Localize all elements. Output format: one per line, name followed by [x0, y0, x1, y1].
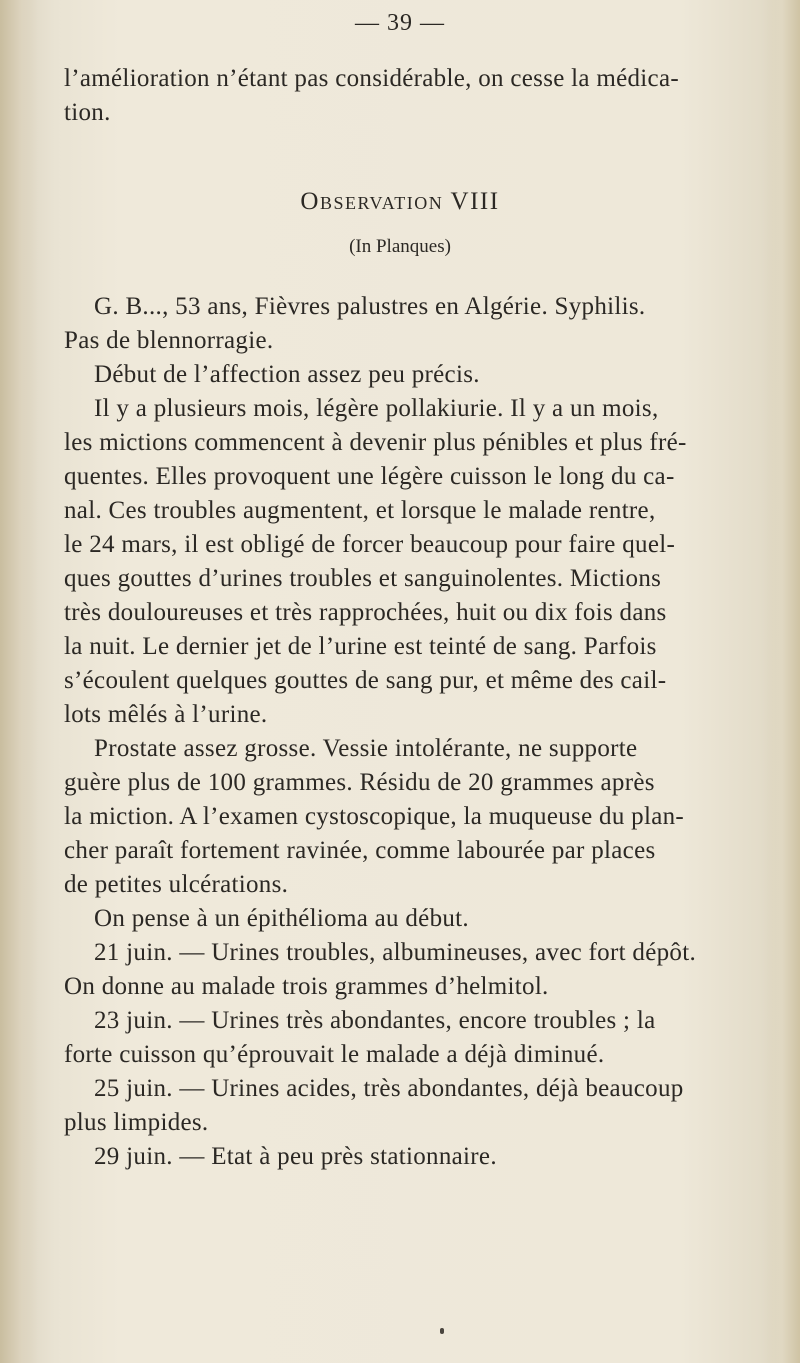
text-line: Il y a plusieurs mois, légère pollakiurie. Il y a un mois,	[94, 395, 659, 422]
text-line: le 24 mars, il est obligé de forcer beaucoup pour faire quel-	[64, 531, 676, 558]
text-line: cher paraît fortement ravinée, comme labourée par places	[64, 837, 656, 864]
text-line: nal. Ces troubles augmentent, et lorsque le malade rentre,	[64, 497, 656, 524]
text-line: 21 juin. — Urines troubles, albumineuses, avec fort dépôt.	[94, 939, 696, 966]
page-number: — 39 —	[355, 10, 445, 36]
text-line: s’écoulent quelques gouttes de sang pur, et même des cail-	[64, 667, 667, 694]
text-line: Prostate assez grosse. Vessie intolérante, ne supporte	[94, 735, 638, 762]
text-line: ques gouttes d’urines troubles et sanguinolentes. Mictions	[64, 565, 662, 592]
text-line: Pas de blennorragie.	[64, 327, 274, 354]
text-line: On donne au malade trois grammes d’helmitol.	[64, 973, 549, 1000]
text-line: 23 juin. — Urines très abondantes, encore troubles ; la	[94, 1007, 656, 1034]
observation-body	[64, 290, 764, 1174]
observation-heading: Observation VIII	[300, 188, 500, 215]
paragraph-onset	[64, 358, 764, 392]
paragraph-june-29	[64, 1140, 764, 1174]
text-line: plus limpides.	[64, 1109, 209, 1136]
paragraph-examination	[64, 732, 764, 902]
paragraph-june-23	[64, 1004, 764, 1072]
observation-source: (In Planques)	[349, 236, 451, 257]
text-line: lots mêlés à l’urine.	[64, 701, 268, 728]
text-line: guère plus de 100 grammes. Résidu de 20 grammes après	[64, 769, 655, 796]
text-line: G. B..., 53 ans, Fièvres palustres en Algérie. Syphilis.	[94, 293, 646, 320]
ink-speck	[440, 1328, 444, 1334]
text-line: Début de l’affection assez peu précis.	[94, 361, 480, 388]
paragraph-history	[64, 392, 764, 732]
text-line: forte cuisson qu’éprouvait le malade a déjà diminué.	[64, 1041, 605, 1068]
paragraph-june-25	[64, 1072, 764, 1140]
paragraph-june-21	[64, 936, 764, 1004]
paragraph-patient	[64, 290, 764, 358]
text-line: très douloureuses et très rapprochées, huit ou dix fois dans	[64, 599, 667, 626]
text-line: la miction. A l’examen cystoscopique, la muqueuse du plan-	[64, 803, 685, 830]
text-line: quentes. Elles provoquent une légère cuisson le long du ca-	[64, 463, 675, 490]
text-line: 29 juin. — Etat à peu près stationnaire.	[94, 1143, 497, 1170]
text-line: 25 juin. — Urines acides, très abondantes, déjà beaucoup	[94, 1075, 684, 1102]
text-line: On pense à un épithélioma au début.	[94, 905, 469, 932]
text-line: les mictions commencent à devenir plus pénibles et plus fré-	[64, 429, 687, 456]
text-line: de petites ulcérations.	[64, 871, 289, 898]
intro-line: tion.	[64, 99, 111, 126]
intro-line: l’amélioration n’étant pas considérable, on cesse la médica-	[64, 65, 679, 92]
paragraph-diagnosis	[64, 902, 764, 936]
intro-paragraph	[64, 62, 764, 130]
text-line: la nuit. Le dernier jet de l’urine est teinté de sang. Parfois	[64, 633, 657, 660]
